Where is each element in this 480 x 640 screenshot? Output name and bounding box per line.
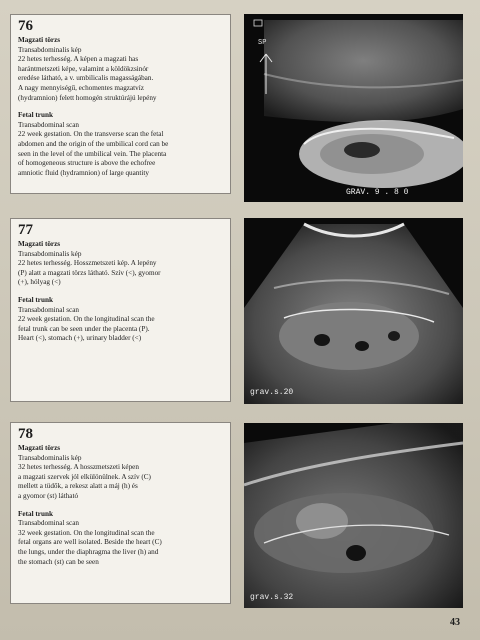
hu-heading: Magzati törzs [18,240,61,248]
en-line: amniotic fluid (hydramnion) of large quantity [18,168,150,177]
caption-card-78 [10,422,231,604]
caption-card-77 [10,218,231,402]
en-line: of homogeneous structure is above the echofree [18,159,156,168]
hu-line: 22 hetes terhesség. Hosszmetszeti kép. A lepény [18,259,157,268]
hu-heading: Magzati törzs [18,36,61,44]
hu-line: harántmetszeti képe, valamint a köldökzsinór [18,64,149,73]
en-line: Heart (<), stomach (+), urinary bladder (<) [18,334,142,343]
en-line: the lungs, under the diaphragma the liver (h) and [18,547,159,556]
hu-line: 22 hetes terhesség. A képen a magzati has [18,55,139,64]
ultrasound-image-76 [244,14,463,202]
scan-marker: SP [258,39,267,47]
hu-line: a gyomor (st) látható [18,491,79,500]
ultrasound-image-78 [244,423,463,608]
hu-line: (+), hólyag (<) [18,278,61,287]
hu-line: (P) alatt a magzati törzs látható. Szív (<), gyomor [18,268,161,277]
en-line: seen in the level of the umbilical vein. The placenta [18,149,167,158]
scan-label: GRAV. 9 . 8 0 [346,188,409,197]
en-line: fetal organs are well isolated. Beside the heart (C) [18,538,162,547]
hu-heading: Magzati törzs [18,444,61,452]
en-line: 22 week gestation. On the transverse scan the fetal [18,130,164,139]
en-line: 22 week gestation. On the longitudinal scan the [18,315,155,324]
en-line: 32 week gestation. On the longitudinal scan the [18,528,155,537]
en-line: fetal trunk can be seen under the placenta (P). [18,324,150,333]
en-line: Transabdominal scan [18,519,80,528]
en-heading: Fetal trunk [18,111,53,120]
en-line: Transabdominal scan [18,120,80,129]
hu-line: 32 hetes terhesség. A hosszmetszeti képen [18,463,139,472]
en-line: abdomen and the origin of the umbilical cord can be [18,139,169,148]
figure-number: 78 [18,426,33,442]
en-heading: Fetal trunk [18,509,53,518]
page-number: 43 [450,617,460,628]
figure-number: 76 [18,18,33,34]
hu-line: Transabdominalis kép [18,453,82,462]
hu-line: (hydramnion) felett homogén struktúrájú lepény [18,93,157,102]
scan-label: grav.s.32 [250,593,294,602]
ultrasound-image-77 [244,218,463,404]
hu-line: mellett a tüdők, a rekesz alatt a máj (h) és [18,482,138,491]
hu-line: A nagy mennyiségű, echomentes magzatvíz [18,83,144,92]
figure-number: 77 [18,222,33,238]
en-line: the stomach (st) can be seen [18,557,99,566]
scan-label: grav.s.20 [250,388,294,397]
en-line: Transabdominal scan [18,305,80,314]
en-heading: Fetal trunk [18,295,53,304]
hu-line: eredése látható, a v. umbilicalis magasságában. [18,74,154,83]
caption-card-76 [10,14,231,194]
hu-line: a magzati szervek jól elkülönülnek. A szív (C) [18,472,151,481]
hu-line: Transabdominalis kép [18,249,82,258]
hu-line: Transabdominalis kép [18,45,82,54]
